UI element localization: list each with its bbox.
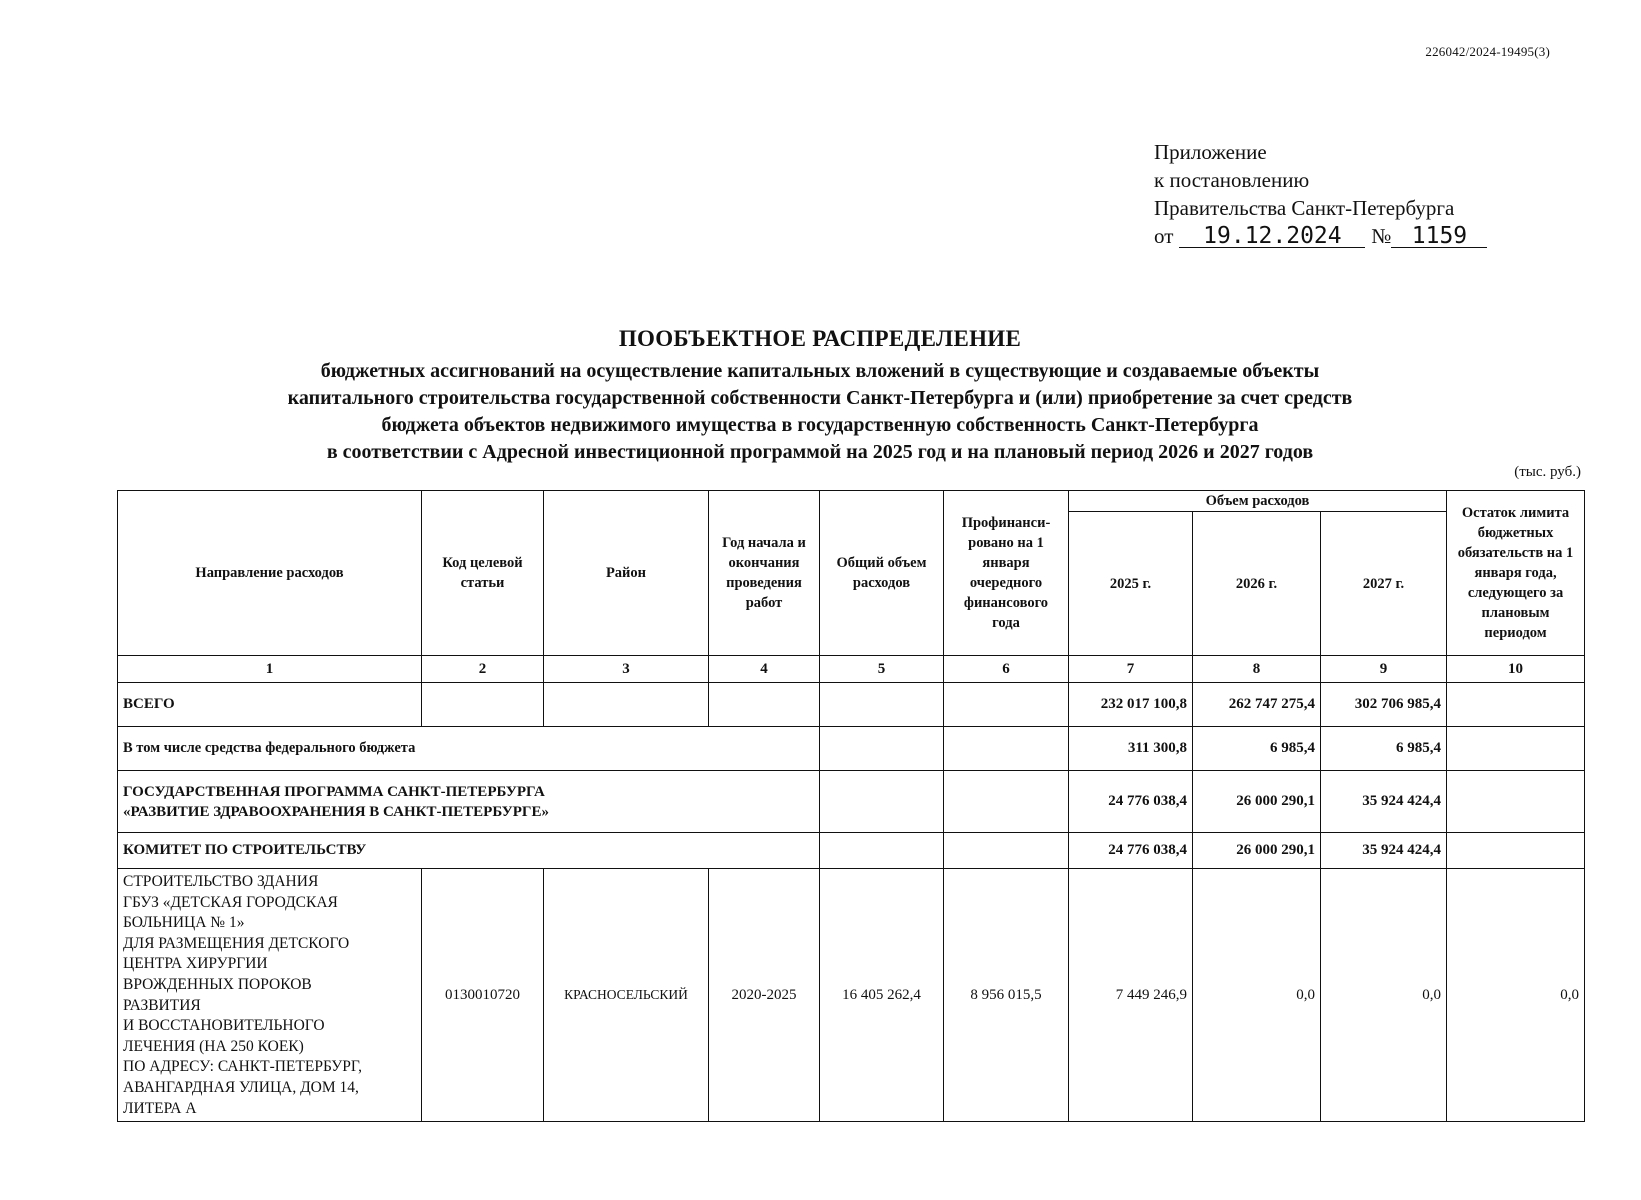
resolution-number: 1159 [1391,225,1487,248]
empty-cell [1447,833,1585,869]
program-2027: 35 924 424,4 [1321,771,1447,833]
program-row [118,771,1585,833]
object-2027: 0,0 [1321,869,1447,1122]
header-2027: 2027 г. [1321,512,1447,656]
federal-label: В том числе средства федерального бюджета [118,727,820,771]
federal-2026: 6 985,4 [1193,727,1321,771]
empty-cell [709,683,820,727]
total-2026: 262 747 275,4 [1193,683,1321,727]
document-title: ПООБЪЕКТНОЕ РАСПРЕДЕЛЕНИЕ [618,326,1022,351]
object-name-line: ЛЕЧЕНИЯ (НА 250 КОЕК) [123,1037,304,1055]
column-number: 1 [118,656,422,683]
federal-2027: 6 985,4 [1321,727,1447,771]
column-number: 9 [1321,656,1447,683]
header-years: Год начала и окончания проведения работ [709,491,820,656]
column-number: 7 [1069,656,1193,683]
empty-cell [820,727,944,771]
program-2025: 24 776 038,4 [1069,771,1193,833]
object-code: 0130010720 [422,869,544,1122]
object-years: 2020-2025 [709,869,820,1122]
column-number: 5 [820,656,944,683]
total-row [118,683,1585,727]
empty-cell [820,683,944,727]
empty-cell [944,833,1069,869]
column-number: 8 [1193,656,1321,683]
empty-cell [944,727,1069,771]
object-name-line: СТРОИТЕЛЬСТВО ЗДАНИЯ [123,873,319,890]
subtitle-line-2: капитального строительства государственной собственности Санкт-Петербурга и (или) приобретение за счет средств [287,387,1353,409]
total-label: ВСЕГО [118,683,422,727]
committee-row [118,833,1585,869]
column-number: 2 [422,656,544,683]
document-subtitle [150,358,1490,466]
registration-number: 226042/2024-19495(3) [1425,44,1550,59]
column-number: 10 [1447,656,1585,683]
federal-2025: 311 300,8 [1069,727,1193,771]
header-direction: Направление расходов [118,491,422,656]
number-prefix: № [1371,224,1392,248]
header-total: Общий объем расходов [820,491,944,656]
column-number: 4 [709,656,820,683]
committee-label: КОМИТЕТ ПО СТРОИТЕЛЬСТВУ [118,833,820,869]
committee-2027: 35 924 424,4 [1321,833,1447,869]
header-2026: 2026 г. [1193,512,1321,656]
header-district: Район [544,491,709,656]
header-2025: 2025 г. [1069,512,1193,656]
empty-cell [820,833,944,869]
total-2027: 302 706 985,4 [1321,683,1447,727]
empty-cell [820,771,944,833]
object-name-line: ЛИТЕРА А [123,1099,197,1117]
subtitle-line-3: бюджета объектов недвижимого имущества в государственную собственность Санкт-Петербурга [381,414,1259,436]
program-2026: 26 000 290,1 [1193,771,1321,833]
resolution-date: 19.12.2024 [1179,225,1365,248]
program-label [118,771,820,833]
object-name-line: ДЛЯ РАЗМЕЩЕНИЯ ДЕТСКОГО [123,934,350,952]
appendix-line-2: к постановлению [1154,168,1310,192]
object-financed: 8 956 015,5 [944,869,1069,1122]
object-name [118,869,422,1122]
appendix-line-1: Приложение [1154,140,1267,164]
object-district: КРАСНОСЕЛЬСКИЙ [544,869,709,1122]
subtitle-line-1: бюджетных ассигнований на осуществление капитальных вложений в существующие и создаваемые объекты [320,360,1320,382]
object-name-line: АВАНГАРДНАЯ УЛИЦА, ДОМ 14, [123,1078,359,1096]
object-name-line: ЦЕНТРА ХИРУРГИИ [123,955,268,973]
object-row [118,869,1585,1122]
federal-row [118,727,1585,771]
object-2026: 0,0 [1193,869,1321,1122]
object-name-line: БОЛЬНИЦА № 1» [123,914,245,932]
program-label-line-1: ГОСУДАРСТВЕННАЯ ПРОГРАММА САНКТ-ПЕТЕРБУРГА [123,783,545,800]
committee-2025: 24 776 038,4 [1069,833,1193,869]
appendix-block [1154,138,1487,250]
object-remainder: 0,0 [1447,869,1585,1122]
header-volume-group: Объем расходов [1069,491,1447,512]
empty-cell [1447,727,1585,771]
empty-cell [944,683,1069,727]
from-prefix: от [1154,224,1174,248]
total-2025: 232 017 100,8 [1069,683,1193,727]
header-row-1 [118,491,1585,512]
document-title-block [150,326,1490,466]
empty-cell [1447,683,1585,727]
object-name-line: ГБУЗ «ДЕТСКАЯ ГОРОДСКАЯ [123,893,338,911]
column-number: 3 [544,656,709,683]
column-numbers-row [118,656,1585,683]
object-2025: 7 449 246,9 [1069,869,1193,1122]
object-name-line: ВРОЖДЕННЫХ ПОРОКОВ [123,975,312,993]
program-label-line-2: «РАЗВИТИЕ ЗДРАВООХРАНЕНИЯ В САНКТ-ПЕТЕРБУРГЕ» [123,803,549,820]
committee-2026: 26 000 290,1 [1193,833,1321,869]
object-total: 16 405 262,4 [820,869,944,1122]
budget-table [117,490,1585,1122]
object-name-line: И ВОССТАНОВИТЕЛЬНОГО [123,1017,325,1035]
empty-cell [1447,771,1585,833]
appendix-line-3: Правительства Санкт-Петербурга [1154,196,1455,220]
empty-cell [944,771,1069,833]
empty-cell [422,683,544,727]
empty-cell [544,683,709,727]
column-number: 6 [944,656,1069,683]
header-remainder: Остаток лимита бюджетных обязательств на 1 января года, следующего за плановым периодом [1447,491,1585,656]
units-label: (тыс. руб.) [1514,464,1581,480]
subtitle-line-4: в соответствии с Адресной инвестиционной программой на 2025 год и на плановый период 2026 и 2027 годов [326,441,1314,463]
header-financed: Профинанси-ровано на 1 января очередного финансового года [944,491,1069,656]
object-name-line: ПО АДРЕСУ: САНКТ-ПЕТЕРБУРГ, [123,1058,362,1076]
appendix-date-line [1154,222,1487,250]
object-name-line: РАЗВИТИЯ [123,996,201,1014]
header-code: Код целевой статьи [422,491,544,656]
